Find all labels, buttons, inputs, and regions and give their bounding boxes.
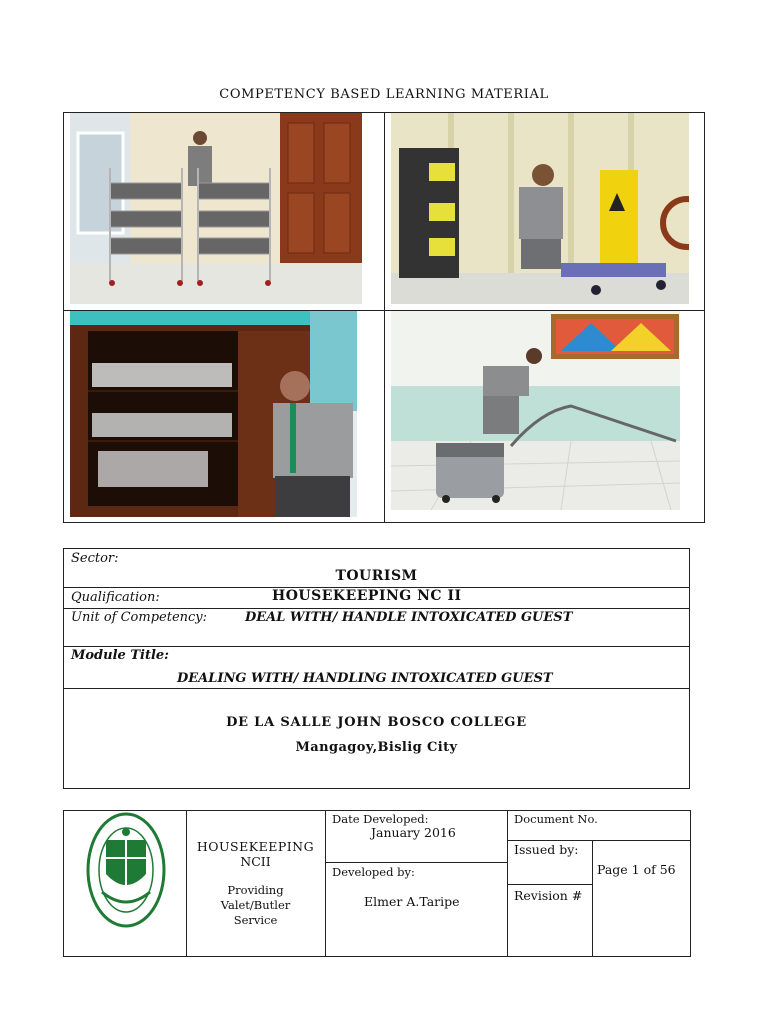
glassware-cabinet-photo [70, 311, 357, 517]
module-title-label: Module Title: [71, 648, 169, 663]
developed-by-label: Developed by: [332, 865, 415, 879]
revision-label: Revision # [514, 888, 583, 903]
document-control-table [63, 810, 691, 957]
qualification-row [64, 588, 689, 609]
service-carts-photo [70, 113, 362, 304]
photo-grid [63, 112, 705, 523]
qualification-cell [186, 839, 325, 928]
module-title-row [64, 647, 689, 689]
unit-of-competency-row [64, 609, 689, 647]
qualification-label: Qualification: [71, 590, 160, 605]
unit-of-competency-value: DEAL WITH/ HANDLE INTOXICATED GUEST [245, 610, 573, 625]
sector-row [64, 549, 689, 588]
grid-divider-vertical [384, 113, 385, 522]
institution-row [64, 689, 689, 790]
developer-name: Elmer A.Taripe [364, 894, 460, 909]
issued-by-label: Issued by: [514, 842, 579, 857]
service-title-line: Service [233, 913, 278, 927]
document-number-label: Document No. [514, 812, 598, 826]
cleaning-equipment-photo [391, 113, 689, 304]
qualification-value: HOUSEKEEPING NC II [272, 588, 462, 604]
vacuum-cleaning-photo [391, 311, 680, 510]
module-title-value: DEALING WITH/ HANDLING INTOXICATED GUEST [177, 671, 553, 686]
sector-value: TOURISM [335, 568, 418, 584]
date-developed-value: January 2016 [371, 825, 456, 840]
module-info-table [63, 548, 690, 789]
institution-name: DE LA SALLE JOHN BOSCO COLLEGE [226, 715, 527, 730]
footer-qualification-line: HOUSEKEEPING [196, 839, 315, 854]
footer-divider [592, 840, 593, 957]
service-title-line: Providing [227, 883, 284, 897]
footer-divider [325, 862, 507, 863]
footer-divider [325, 811, 326, 956]
footer-qualification-line: NCII [240, 854, 271, 869]
institution-location: Mangagoy,Bislig City [295, 740, 458, 755]
footer-divider [507, 840, 691, 841]
page-number: Page 1 of 56 [597, 862, 676, 877]
service-title-line: Valet/Butler [220, 898, 291, 912]
unit-of-competency-label: Unit of Competency: [71, 610, 208, 625]
date-developed-label: Date Developed: [332, 812, 429, 826]
college-seal-logo [86, 812, 166, 928]
footer-divider [507, 884, 592, 885]
sector-label: Sector: [71, 551, 119, 566]
document-header-title: COMPETENCY BASED LEARNING MATERIAL [219, 87, 549, 102]
